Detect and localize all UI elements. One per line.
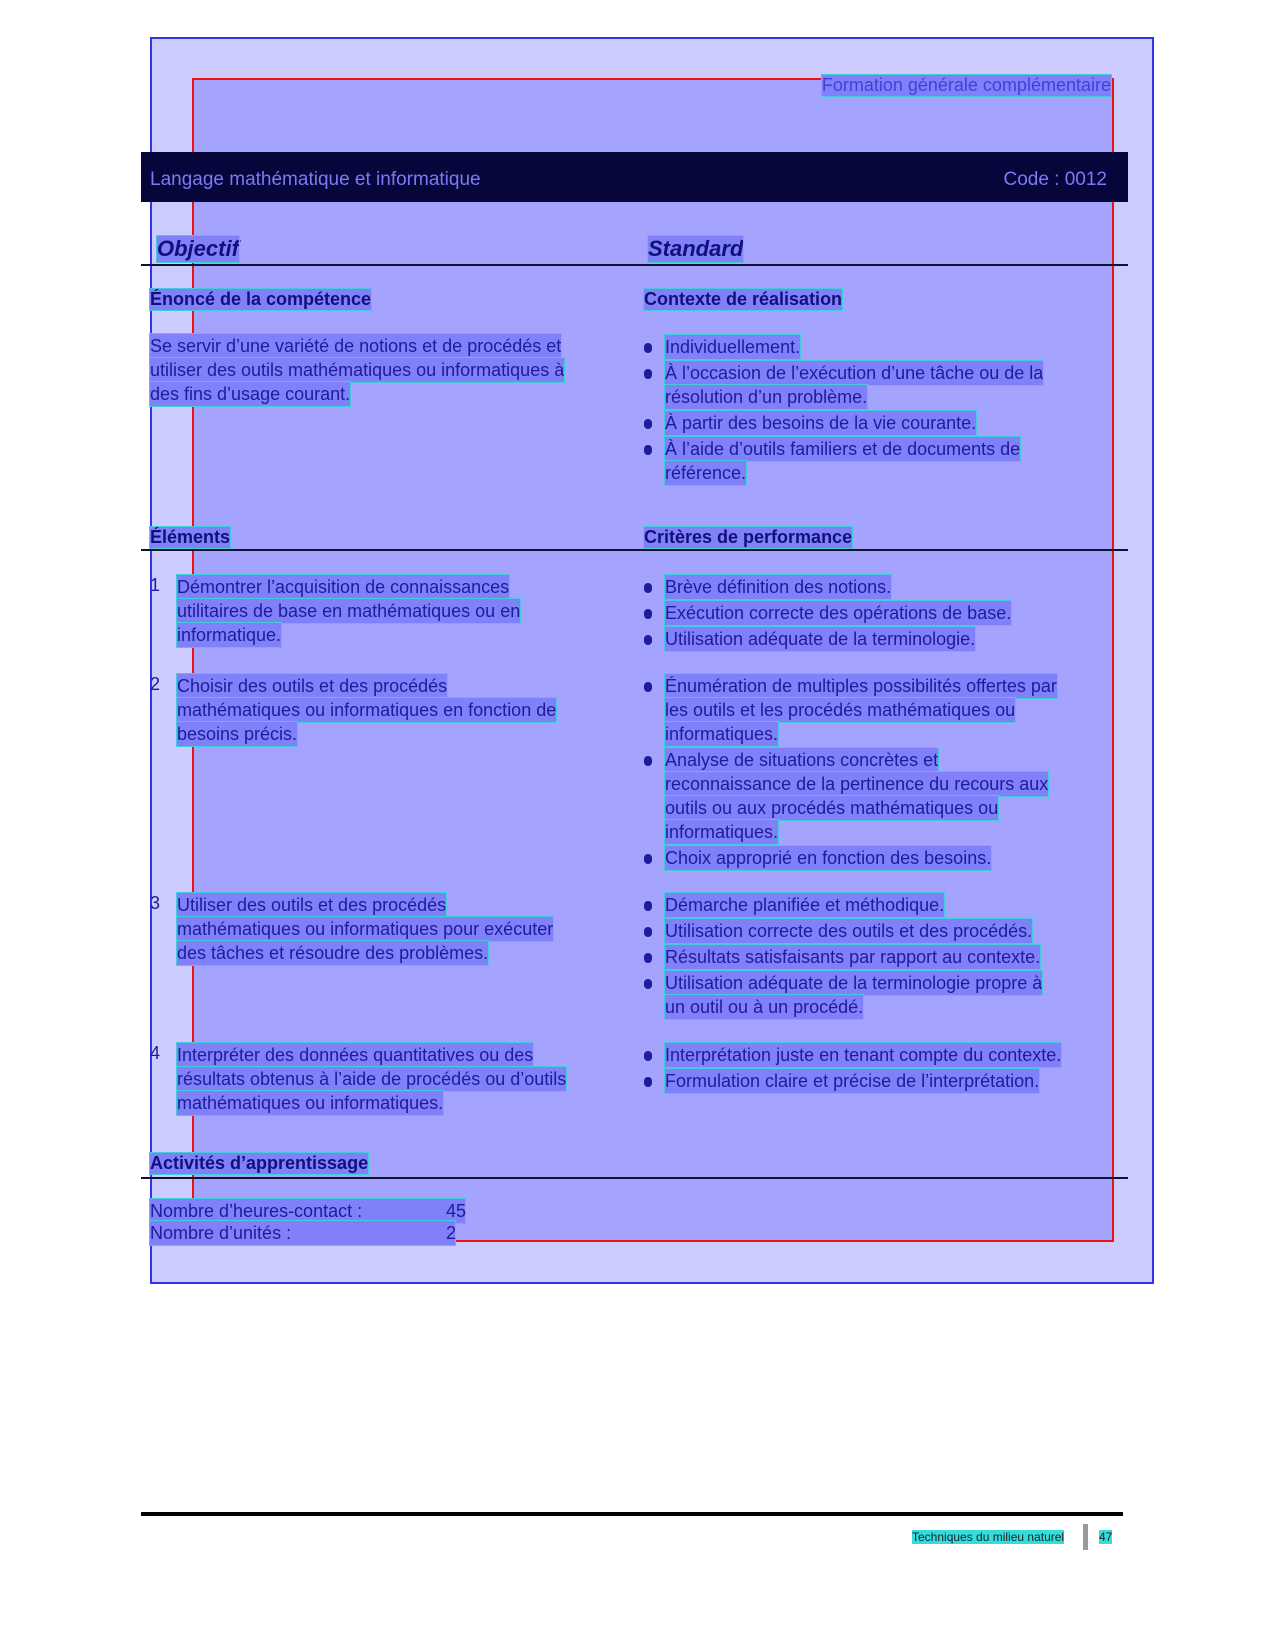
criterion-line: Énumération de multiples possibilités offertes par: [665, 676, 1057, 696]
criterion-line: Utilisation adéquate de la terminologie propre à: [665, 973, 1043, 993]
competency-line: des fins d’usage courant.: [150, 384, 351, 404]
activities-label: Activités d’apprentissage: [150, 1153, 369, 1173]
criterion-line: informatiques.: [665, 822, 779, 842]
bullet-icon: [644, 682, 652, 692]
element-line: Choisir des outils et des procédés: [177, 676, 448, 696]
bullet-icon: [644, 927, 652, 937]
document-header-title: Formation générale complémentaire: [821, 75, 1111, 95]
element-line: besoins précis.: [177, 724, 298, 744]
competency-line: utiliser des outils mathématiques ou informatiques à: [150, 360, 565, 380]
activities-rule: [141, 1177, 1128, 1179]
criterion-line: Résultats satisfaisants par rapport au contexte.: [665, 947, 1041, 967]
criterion-line: Interprétation juste en tenant compte du contexte.: [665, 1045, 1062, 1065]
criterion-line: Formulation claire et précise de l’interprétation.: [665, 1071, 1040, 1091]
footer-separator: [1083, 1524, 1088, 1550]
units-value: 2: [446, 1223, 457, 1243]
element-number: 3: [150, 893, 161, 913]
elements-label: Éléments: [150, 527, 231, 547]
criterion-line: outils ou aux procédés mathématiques ou: [665, 798, 999, 818]
criterion-line: Utilisation correcte des outils et des procédés.: [665, 921, 1033, 941]
standard-heading: Standard: [648, 236, 744, 261]
bullet-icon: [644, 369, 652, 379]
criterion-line: reconnaissance de la pertinence du recours aux: [665, 774, 1049, 794]
element-line: Interpréter des données quantitatives ou des: [177, 1045, 534, 1065]
context-item-line: résolution d’un problème.: [665, 387, 868, 407]
criterion-line: les outils et les procédés mathématiques ou: [665, 700, 1016, 720]
bullet-icon: [644, 583, 652, 593]
element-number: 1: [150, 575, 161, 595]
criteria-label: Critères de performance: [644, 527, 853, 547]
bullet-icon: [644, 609, 652, 619]
competency-line: Se servir d’une variété de notions et de procédés et: [150, 336, 562, 356]
element-line: résultats obtenus à l’aide de procédés ou d’outils: [177, 1069, 567, 1089]
units-row: [150, 1221, 455, 1245]
element-line: mathématiques ou informatiques.: [177, 1093, 444, 1113]
bullet-icon: [644, 1051, 652, 1061]
element-line: des tâches et résoudre des problèmes.: [177, 943, 489, 963]
criterion-line: informatiques.: [665, 724, 779, 744]
element-line: informatique.: [177, 625, 282, 645]
criterion-line: Brève définition des notions.: [665, 577, 892, 597]
bullet-icon: [644, 419, 652, 429]
bullet-icon: [644, 854, 652, 864]
competency-label: Énoncé de la compétence: [150, 289, 372, 309]
context-item-line: À partir des besoins de la vie courante.: [665, 413, 977, 433]
bullet-icon: [644, 445, 652, 455]
element-line: Démontrer l’acquisition de connaissances: [177, 577, 510, 597]
context-item-line: référence.: [665, 463, 747, 483]
criterion-line: Utilisation adéquate de la terminologie.: [665, 629, 976, 649]
context-item-line: Individuellement.: [665, 337, 801, 357]
element-line: utilitaires de base en mathématiques ou en: [177, 601, 521, 621]
context-label: Contexte de réalisation: [644, 289, 843, 309]
element-number: 2: [150, 674, 161, 694]
element-line: Utiliser des outils et des procédés: [177, 895, 447, 915]
bullet-icon: [644, 343, 652, 353]
hours-label: Nombre d’heures-contact :: [150, 1201, 363, 1221]
criterion-line: Analyse de situations concrètes et: [665, 750, 939, 770]
hours-row: [150, 1199, 465, 1223]
bullet-icon: [644, 979, 652, 989]
criterion-line: Démarche planifiée et méthodique.: [665, 895, 945, 915]
bullet-icon: [644, 901, 652, 911]
hours-value: 45: [446, 1201, 467, 1221]
footer-rule: [141, 1512, 1123, 1516]
bullet-icon: [644, 635, 652, 645]
context-item-line: À l’occasion de l’exécution d’une tâche ou de la: [665, 363, 1044, 383]
criterion-line: Exécution correcte des opérations de base.: [665, 603, 1012, 623]
element-line: mathématiques ou informatiques en fonction de: [177, 700, 557, 720]
bullet-icon: [644, 953, 652, 963]
course-code: Code : 0012: [1003, 169, 1107, 190]
bullet-icon: [644, 1077, 652, 1087]
footer-page-number: 47: [1099, 1530, 1113, 1544]
heading-rule: [141, 264, 1128, 266]
criterion-line: un outil ou à un procédé.: [665, 997, 864, 1017]
objective-heading: Objectif: [157, 236, 239, 261]
context-item-line: À l’aide d’outils familiers et de documents de: [665, 439, 1021, 459]
criterion-line: Choix approprié en fonction des besoins.: [665, 848, 992, 868]
element-number: 4: [150, 1043, 161, 1063]
elements-rule: [141, 549, 1128, 551]
element-line: mathématiques ou informatiques pour exécuter: [177, 919, 554, 939]
course-name: Langage mathématique et informatique: [150, 169, 481, 190]
units-label: Nombre d’unités :: [150, 1223, 292, 1243]
footer-program: Techniques du milieu naturel: [912, 1530, 1065, 1544]
bullet-icon: [644, 756, 652, 766]
